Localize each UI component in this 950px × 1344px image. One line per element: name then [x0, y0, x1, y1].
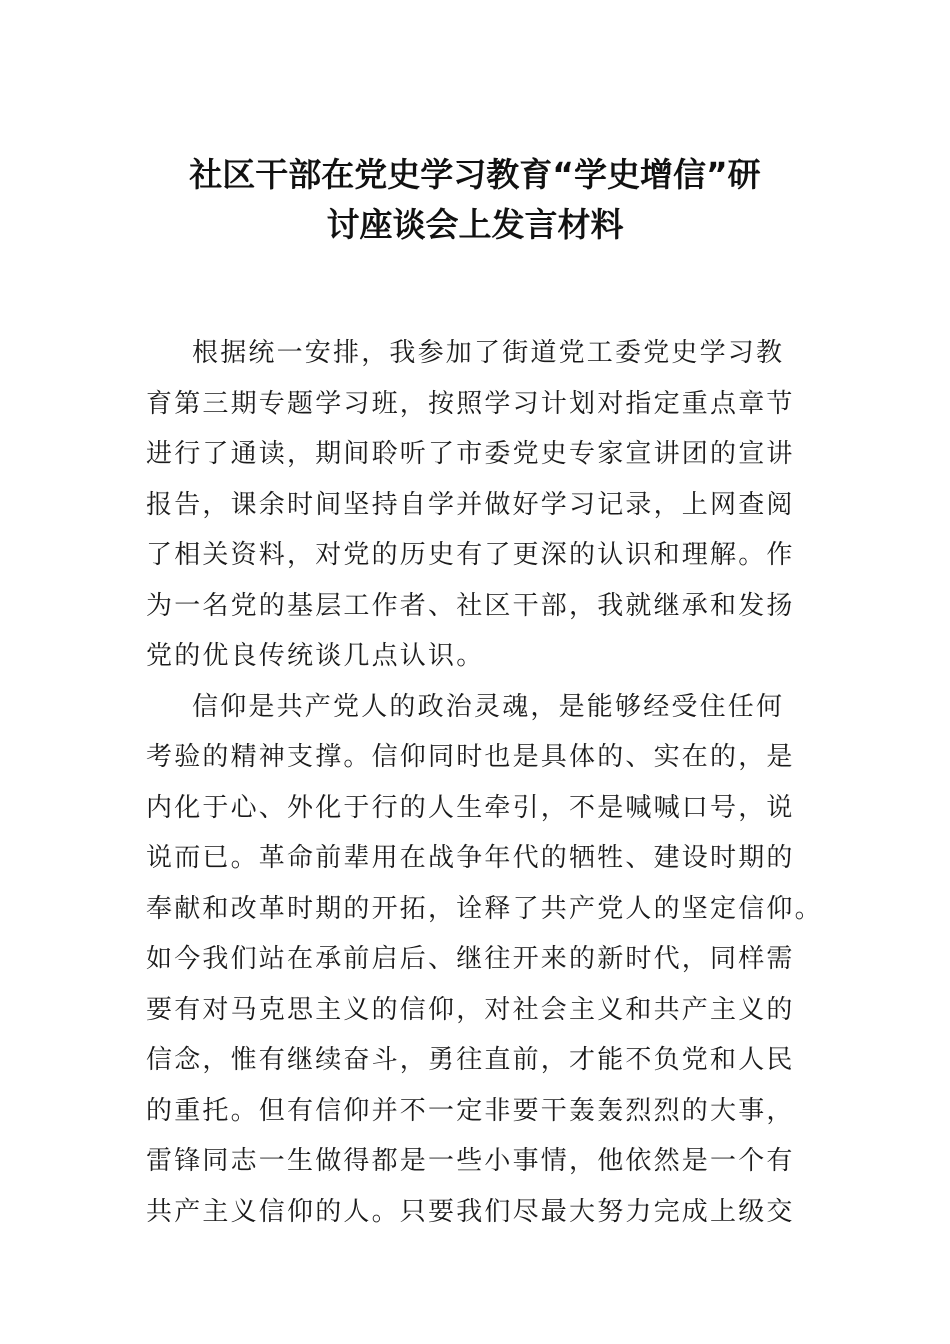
document-body [146, 328, 823, 1237]
paragraph-line: 的重托。但有信仰并不一定非要干轰轰烈烈的大事， [146, 1095, 795, 1126]
paragraph-line: 信念，惟有继续奋斗，勇往直前，才能不负党和人民 [146, 1045, 795, 1075]
paragraph-line: 为一名党的基层工作者、社区干部，我就继承和发扬 [146, 590, 795, 621]
paragraph-line: 育第三期专题学习班，按照学习计划对指定重点章节 [146, 388, 795, 419]
paragraph-line: 奉献和改革时期的开拓，诠释了共产党人的坚定信仰。 [146, 893, 823, 924]
title-line-1: 社区干部在党史学习教育“学史增信”研 [189, 155, 761, 194]
paragraph-line: 考验的精神支撑。信仰同时也是具体的、实在的，是 [146, 742, 795, 772]
paragraph-2 [146, 682, 823, 1238]
paragraph-line: 党的优良传统谈几点认识。 [146, 641, 485, 671]
paragraph-line: 信仰是共产党人的政治灵魂，是能够经受住任何 [192, 691, 785, 722]
paragraph-line: 了相关资料，对党的历史有了更深的认识和理解。作 [146, 540, 795, 570]
paragraph-line: 内化于心、外化于行的人生牵引，不是喊喊口号，说 [146, 792, 795, 823]
paragraph-line: 雷锋同志一生做得都是一些小事情，他依然是一个有 [146, 1146, 795, 1176]
paragraph-line: 根据统一安排，我参加了街道党工委党史学习教 [192, 338, 785, 368]
paragraph-line: 说而已。革命前辈用在战争年代的牺牲、建设时期的 [146, 843, 795, 873]
paragraph-line: 要有对马克思主义的信仰，对社会主义和共产主义的 [146, 994, 795, 1025]
paragraph-line: 进行了通读，期间聆听了市委党史专家宣讲团的宣讲 [146, 439, 795, 469]
paragraph-1 [146, 328, 814, 682]
paragraph-line: 如今我们站在承前启后、继往开来的新时代，同样需 [146, 944, 795, 974]
paragraph-line: 报告，课余时间坚持自学并做好学习记录，上网查阅 [146, 489, 795, 520]
document-title [120, 150, 830, 250]
title-line-2: 讨座谈会上发言材料 [326, 205, 624, 244]
paragraph-line: 共产主义信仰的人。只要我们尽最大努力完成上级交 [146, 1196, 795, 1227]
